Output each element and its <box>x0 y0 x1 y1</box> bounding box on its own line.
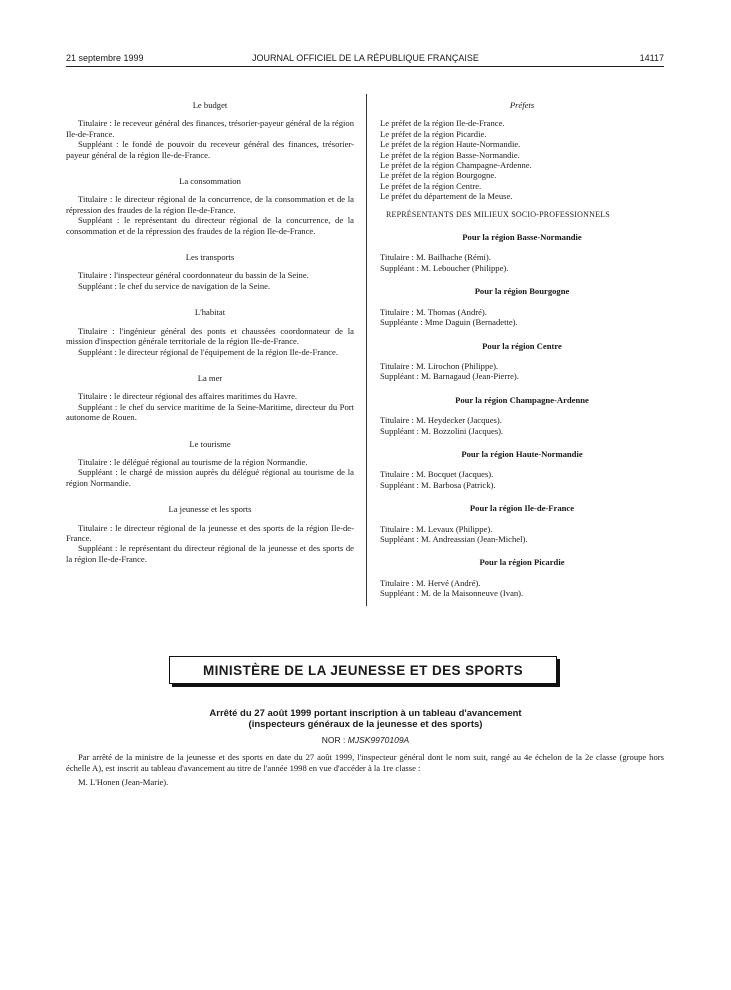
nor-code: MJSK9970109A <box>347 735 410 745</box>
regions-list <box>380 232 664 599</box>
arrete-title <box>0 708 731 730</box>
region-member-line: Suppléant : M. Andreassian (Jean-Michel). <box>380 533 528 544</box>
region-member-line: Titulaire : M. Lirochon (Philippe). <box>380 360 499 371</box>
representants-heading: REPRÉSENTANTS DES MILIEUX SOCIO-PROFESSIONNELS <box>386 209 610 219</box>
section-paragraph: Suppléant : le représentant du directeur régional de la jeunesse et des sports de la région Ile-de-France. <box>66 543 354 564</box>
region-member-line: Suppléant : M. de la Maisonneuve (Ivan). <box>380 588 524 599</box>
left-section <box>66 252 354 291</box>
section-paragraph: Titulaire : le directeur régional de la jeunesse et des sports de la région Ile-de-France. <box>66 522 354 543</box>
prefet-line: Le préfet du département de la Meuse. <box>380 191 513 202</box>
section-heading: La consommation <box>179 176 241 187</box>
region-heading: Pour la région Ile-de-France <box>469 503 575 514</box>
region-block <box>380 449 664 490</box>
region-member-line: Suppléant : M. Bozzolini (Jacques). <box>380 425 504 436</box>
header-rule <box>66 66 664 67</box>
region-heading: Pour la région Centre <box>482 340 562 351</box>
region-member-line: Titulaire : M. Heydecker (Jacques). <box>380 415 502 426</box>
region-block <box>380 503 664 544</box>
region-heading: Pour la région Haute-Normandie <box>461 448 583 459</box>
left-section <box>66 307 354 357</box>
region-member-line: Titulaire : M. Bailhache (Rémi). <box>380 252 491 263</box>
section-paragraph: Suppléant : le représentant du directeur régional de la concurrence, de la consommation et de la répression des fraudes de la région Ile-de-France. <box>66 215 354 236</box>
region-member-line: Titulaire : M. Levaux (Philippe). <box>380 523 493 534</box>
section-paragraph: Suppléant : le fondé de pouvoir du receveur général des finances, trésorier-payeur général de la région Ile-de-France. <box>66 139 354 160</box>
left-section <box>66 373 354 423</box>
left-section <box>66 100 354 160</box>
region-block <box>380 286 664 327</box>
region-member-line: Suppléant : M. Leboucher (Philippe). <box>380 262 509 273</box>
section-paragraph: Suppléant : le chef du service de navigation de la Seine. <box>78 280 271 291</box>
region-member-line: Titulaire : M. Bocquet (Jacques). <box>380 469 494 480</box>
left-column <box>66 100 354 580</box>
nor-reference <box>0 735 731 745</box>
region-heading: Pour la région Champagne-Ardenne <box>455 394 589 405</box>
column-divider <box>366 94 367 606</box>
arrete-title-line-1: Arrêté du 27 août 1999 portant inscription à un tableau d'avancement <box>209 708 522 719</box>
region-block <box>380 232 664 273</box>
header-date: 21 septembre 1999 <box>66 53 144 63</box>
left-section <box>66 504 354 564</box>
arrete-title-line-2: (inspecteurs généraux de la jeunesse et des sports) <box>248 719 483 730</box>
region-member-line: Titulaire : M. Hervé (André). <box>380 577 481 588</box>
prefets-list <box>380 118 664 201</box>
ministry-title: MINISTÈRE DE LA JEUNESSE ET DES SPORTS <box>202 662 523 678</box>
header-page-number: 14117 <box>639 53 664 63</box>
region-block <box>380 557 664 598</box>
section-paragraph: Suppléant : le directeur régional de l'équipement de la région Ile-de-France. <box>78 346 338 357</box>
region-heading: Pour la région Picardie <box>479 557 565 568</box>
region-heading: Pour la région Bourgogne <box>474 286 570 297</box>
section-paragraph: Titulaire : l'inspecteur général coordonnateur du bassin de la Seine. <box>78 270 309 281</box>
left-section <box>66 176 354 236</box>
prefet-line: Le préfet de la région Haute-Normandie. <box>380 139 521 150</box>
region-member-line: Titulaire : M. Thomas (André). <box>380 306 487 317</box>
section-heading: Les transports <box>185 252 235 263</box>
section-paragraph: Suppléant : le chef du service maritime de la Seine-Maritime, directeur du Port autonome de Rouen. <box>66 401 354 423</box>
section-paragraph: Titulaire : le délégué régional au tourisme de la région Normandie. <box>78 456 308 467</box>
section-paragraph: Titulaire : le directeur régional de la concurrence, de la consommation et de la répression des fraudes de la région Ile-de-France. <box>66 194 354 215</box>
prefet-line: Le préfet de la région Centre. <box>380 180 482 191</box>
arrete-name: M. L'Honen (Jean-Marie). <box>78 777 169 787</box>
section-heading: Le tourisme <box>189 438 231 449</box>
section-heading: L'habitat <box>194 307 226 318</box>
prefets-heading: Préfets <box>509 100 535 110</box>
prefet-line: Le préfet de la région Bourgogne. <box>380 170 497 181</box>
section-heading: Le budget <box>192 100 228 110</box>
nor-label: NOR : <box>321 735 346 745</box>
region-member-line: Suppléant : M. Barnagaud (Jean-Pierre). <box>380 371 519 382</box>
section-paragraph: Titulaire : le receveur général des finances, trésorier-payeur général de la région Ile-de-France. <box>66 118 354 139</box>
prefet-line: Le préfet de la région Picardie. <box>380 128 487 139</box>
ministry-title-box <box>169 656 557 684</box>
section-paragraph: Titulaire : le directeur régional des affaires maritimes du Havre. <box>78 391 298 402</box>
left-section <box>66 439 354 489</box>
section-heading: La jeunesse et les sports <box>168 504 252 515</box>
prefet-line: Le préfet de la région Ile-de-France. <box>380 118 505 129</box>
right-column <box>380 100 664 612</box>
header-journal-title: JOURNAL OFFICIEL DE LA RÉPUBLIQUE FRANÇAISE <box>252 53 479 63</box>
section-paragraph: Titulaire : l'ingénieur général des ponts et chaussées coordonnateur de la mission d'inspection générale territoriale de la région Ile-de-France. <box>66 325 354 347</box>
region-block <box>380 341 664 382</box>
prefet-line: Le préfet de la région Champagne-Ardenne. <box>380 160 532 171</box>
arrete-body: Par arrêté de la ministre de la jeunesse et des sports en date du 27 août 1999, l'inspecteur général dont le nom suit, rangé au 4e échelon de la 2e classe (groupe hors échelle A), est inscrit au tableau d'avancement au titre de l'année 1998 en vue d'accéder à la 1re classe : <box>66 752 664 773</box>
region-member-line: Suppléant : M. Barbosa (Patrick). <box>380 479 496 490</box>
section-paragraph: Suppléant : le chargé de mission auprès du délégué régional au tourisme de la région Normandie. <box>66 467 354 488</box>
region-member-line: Suppléante : Mme Daguin (Bernadette). <box>380 317 518 328</box>
section-heading: La mer <box>197 372 223 383</box>
region-heading: Pour la région Basse-Normandie <box>462 232 582 243</box>
region-block <box>380 395 664 436</box>
prefet-line: Le préfet de la région Basse-Normandie. <box>380 149 520 160</box>
